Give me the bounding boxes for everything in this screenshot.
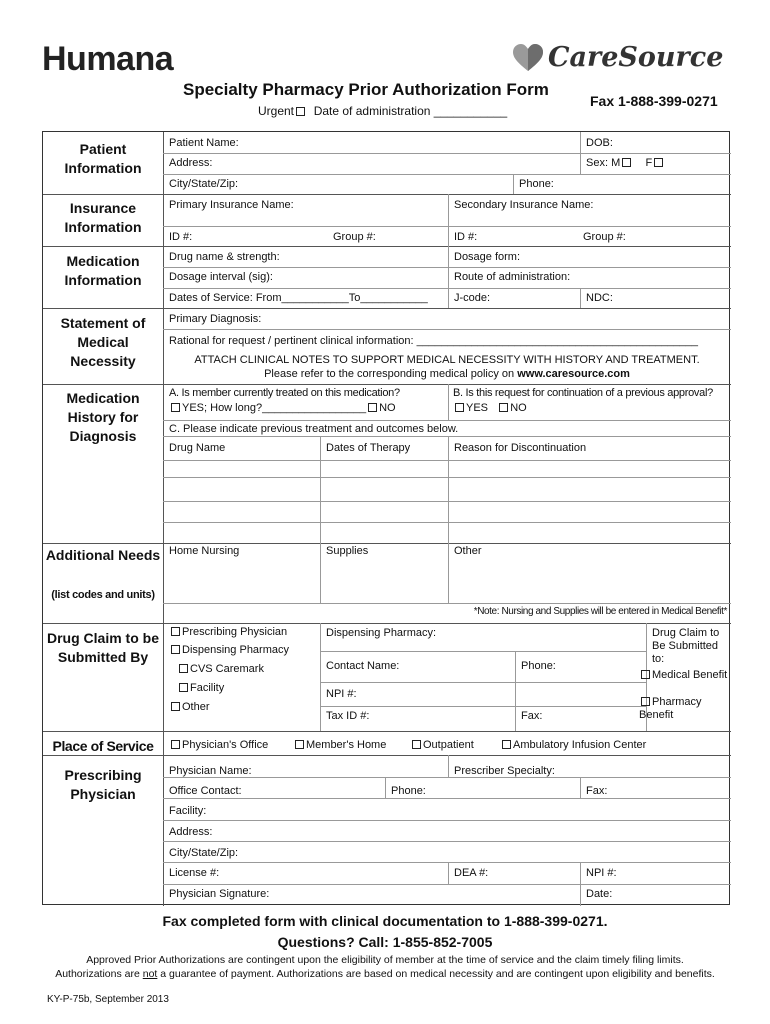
dob-field[interactable]: DOB: — [586, 137, 613, 149]
dates-of-service-field[interactable]: Dates of Service: From___________To___________ — [169, 292, 428, 304]
date-admin-label: Date of administration ___________ — [313, 104, 508, 118]
rationale-field[interactable]: Rational for request / pertinent clinical information: ______________________________________________ — [169, 335, 699, 347]
humana-logo: Humana — [42, 40, 174, 78]
claim-other-option — [169, 701, 210, 713]
secondary-id-field[interactable]: ID #: — [454, 231, 478, 243]
attach-notes-text: ATTACH CLINICAL NOTES TO SUPPORT MEDICAL NECESSITY WITH HISTORY AND TREATMENT. — [194, 354, 700, 366]
dosage-interval-field[interactable]: Dosage interval (sig): — [169, 271, 273, 283]
col-dates-therapy: Dates of Therapy — [326, 442, 411, 454]
contact-name-field[interactable]: Contact Name: — [326, 660, 400, 672]
fax-number: Fax 1-888-399-0271 — [590, 93, 718, 109]
question-b: B. Is this request for continuation of a previous approval? — [453, 387, 713, 399]
dispensing-pharmacy-field[interactable]: Dispensing Pharmacy: — [326, 627, 437, 639]
patient-phone-field[interactable]: Phone: — [519, 178, 554, 190]
qb-yes-checkbox[interactable] — [455, 403, 464, 412]
urgent-checkbox[interactable] — [296, 107, 305, 116]
physician-phone-field[interactable]: Phone: — [391, 785, 426, 797]
sex-f-checkbox[interactable] — [654, 158, 663, 167]
pos-outpatient-option — [410, 739, 474, 751]
footer-questions: Questions? Call: 1-855-852-7005 — [277, 934, 493, 950]
drug-name-field[interactable]: Drug name & strength: — [169, 251, 280, 263]
medical-benefit-option — [639, 669, 729, 682]
qb-no-label: NO — [510, 402, 527, 414]
heart-icon — [512, 43, 544, 73]
pos-outpatient-label: Outpatient — [423, 739, 474, 751]
pharmacy-benefit-option — [639, 696, 729, 722]
sex-f-label: F — [645, 157, 653, 169]
patient-city-field[interactable]: City/State/Zip: — [169, 178, 239, 190]
physician-npi-field[interactable]: NPI #: — [586, 867, 617, 879]
claim-submitted-to: Drug Claim to Be Submitted to: — [652, 627, 720, 665]
claim-other-checkbox[interactable] — [171, 702, 180, 711]
question-b-answers — [453, 402, 527, 414]
footer-fax-line: Fax completed form with clinical documentation to 1-888-399-0271. — [162, 913, 608, 929]
disclaimer-2-a: Authorizations are — [55, 968, 143, 980]
primary-group-field[interactable]: Group #: — [333, 231, 376, 243]
form-number: KY-P-75b, September 2013 — [47, 994, 169, 1005]
secondary-insurance-field[interactable]: Secondary Insurance Name: — [454, 199, 594, 211]
disclaimer-2 — [0, 968, 770, 980]
signature-date-field[interactable]: Date: — [586, 888, 613, 900]
policy-link[interactable]: www.caresource.com — [517, 368, 630, 380]
physician-fax-field[interactable]: Fax: — [586, 785, 608, 797]
physician-signature-field[interactable]: Physician Signature: — [169, 888, 270, 900]
claim-taxid-field[interactable]: Tax ID #: — [326, 710, 370, 722]
section-drug-claim: Drug Claim to be Submitted By — [46, 630, 159, 665]
physician-name-field[interactable]: Physician Name: — [169, 765, 252, 777]
claim-dispensing-option — [169, 644, 289, 656]
claim-prescribing-label: Prescribing Physician — [182, 626, 288, 638]
col-reason: Reason for Discontinuation — [454, 442, 587, 454]
qa-no-checkbox[interactable] — [368, 403, 377, 412]
dosage-form-field[interactable]: Dosage form: — [454, 251, 521, 263]
sex-m-checkbox[interactable] — [622, 158, 631, 167]
claim-prescribing-checkbox[interactable] — [171, 627, 180, 636]
secondary-group-field[interactable]: Group #: — [583, 231, 626, 243]
sex-label: Sex: — [586, 157, 609, 169]
jcode-field[interactable]: J-code: — [454, 292, 491, 304]
caresource-logo — [512, 42, 723, 73]
prescriber-specialty-field[interactable]: Prescriber Specialty: — [454, 765, 555, 777]
col-drug-name: Drug Name — [169, 442, 226, 454]
primary-insurance-field[interactable]: Primary Insurance Name: — [169, 199, 294, 211]
section-additional: Additional Needs — [45, 547, 161, 563]
claim-dispensing-checkbox[interactable] — [171, 645, 180, 654]
ndc-field[interactable]: NDC: — [586, 292, 613, 304]
caresource-logo-text: CareSource — [548, 42, 724, 73]
claim-cvs-option — [177, 663, 264, 675]
claim-facility-option — [177, 682, 224, 694]
claim-fax-field[interactable]: Fax: — [521, 710, 543, 722]
section-place: Place of Service — [52, 738, 154, 754]
section-statement: Statement of Medical Necessity — [60, 315, 146, 369]
qa-yes-label: YES; How long?_________________ — [182, 402, 367, 414]
route-field[interactable]: Route of administration: — [454, 271, 571, 283]
primary-id-field[interactable]: ID #: — [169, 231, 193, 243]
pos-infusion-checkbox[interactable] — [502, 740, 511, 749]
pharmacy-benefit-label: Pharmacy Benefit — [639, 696, 702, 721]
question-c: C. Please indicate previous treatment and outcomes below. — [169, 423, 459, 435]
pharmacy-benefit-checkbox[interactable] — [641, 697, 650, 706]
pos-home-option — [293, 739, 386, 751]
claim-other-label: Other — [182, 701, 210, 713]
form-frame — [42, 131, 730, 905]
claim-cvs-checkbox[interactable] — [179, 664, 188, 673]
section-prescribing: Prescribing Physician — [64, 767, 142, 802]
physician-facility-field[interactable]: Facility: — [169, 805, 207, 817]
section-patient: Patient Information — [64, 141, 142, 176]
claim-phone-field[interactable]: Phone: — [521, 660, 556, 672]
medical-benefit-checkbox[interactable] — [641, 670, 650, 679]
supplies-field[interactable]: Supplies — [326, 545, 369, 557]
additional-sub: (list codes and units) — [51, 589, 155, 601]
patient-name-field[interactable]: Patient Name: — [169, 137, 239, 149]
home-nursing-field[interactable]: Home Nursing — [169, 545, 240, 557]
pos-infusion-label: Ambulatory Infusion Center — [513, 739, 647, 751]
question-a-answers — [169, 402, 396, 414]
claim-facility-checkbox[interactable] — [179, 683, 188, 692]
pos-office-option — [169, 739, 268, 751]
claim-cvs-label: CVS Caremark — [190, 663, 264, 675]
section-history: Medication History for Diagnosis — [66, 390, 140, 444]
address-field[interactable]: Address: — [169, 157, 213, 169]
pos-home-label: Member's Home — [306, 739, 387, 751]
claim-facility-label: Facility — [190, 682, 225, 694]
pos-office-checkbox[interactable] — [171, 740, 180, 749]
medical-benefit-label: Medical Benefit — [652, 669, 728, 681]
sex-m-label: M — [611, 157, 621, 169]
license-field[interactable]: License #: — [169, 867, 220, 879]
claim-prescribing-option — [169, 626, 287, 638]
disclaimer-2-not: not — [142, 968, 158, 980]
claim-dispensing-label: Dispensing Pharmacy — [182, 644, 289, 656]
disclaimer-1: Approved Prior Authorizations are contingent upon the eligibility of member at the time of service and the claim timely filing limits. — [86, 954, 684, 966]
disclaimer-2-b: a guarantee of payment. Authorizations are based on medical necessity and are contingent upon eligibility and benefits. — [157, 968, 715, 980]
qa-yes-checkbox[interactable] — [171, 403, 180, 412]
other-needs-field[interactable]: Other — [454, 545, 482, 557]
urgent-line — [258, 104, 507, 118]
question-a: A. Is member currently treated on this medication? — [169, 387, 400, 399]
qb-no-checkbox[interactable] — [499, 403, 508, 412]
pos-outpatient-checkbox[interactable] — [412, 740, 421, 749]
page-title: Specialty Pharmacy Prior Authorization Form — [183, 80, 549, 99]
physician-city-field[interactable]: City/State/Zip: — [169, 847, 239, 859]
policy-prefix: Please refer to the corresponding medical policy on — [264, 368, 518, 380]
physician-address-field[interactable]: Address: — [169, 826, 213, 838]
pos-home-checkbox[interactable] — [295, 740, 304, 749]
nursing-note: *Note: Nursing and Supplies will be entered in Medical Benefit* — [473, 606, 727, 617]
qb-yes-label: YES — [466, 402, 489, 414]
policy-text — [163, 368, 731, 380]
pos-infusion-option — [500, 739, 646, 751]
urgent-label: Urgent — [258, 104, 295, 118]
sex-field — [586, 157, 665, 169]
section-medication: Medication Information — [64, 253, 142, 288]
office-contact-field[interactable]: Office Contact: — [169, 785, 242, 797]
section-insurance: Insurance Information — [64, 200, 142, 235]
dea-field[interactable]: DEA #: — [454, 867, 489, 879]
pos-office-label: Physician's Office — [182, 739, 269, 751]
primary-diagnosis-field[interactable]: Primary Diagnosis: — [169, 313, 262, 325]
qa-no-label: NO — [379, 402, 396, 414]
claim-npi-field[interactable]: NPI #: — [326, 688, 357, 700]
